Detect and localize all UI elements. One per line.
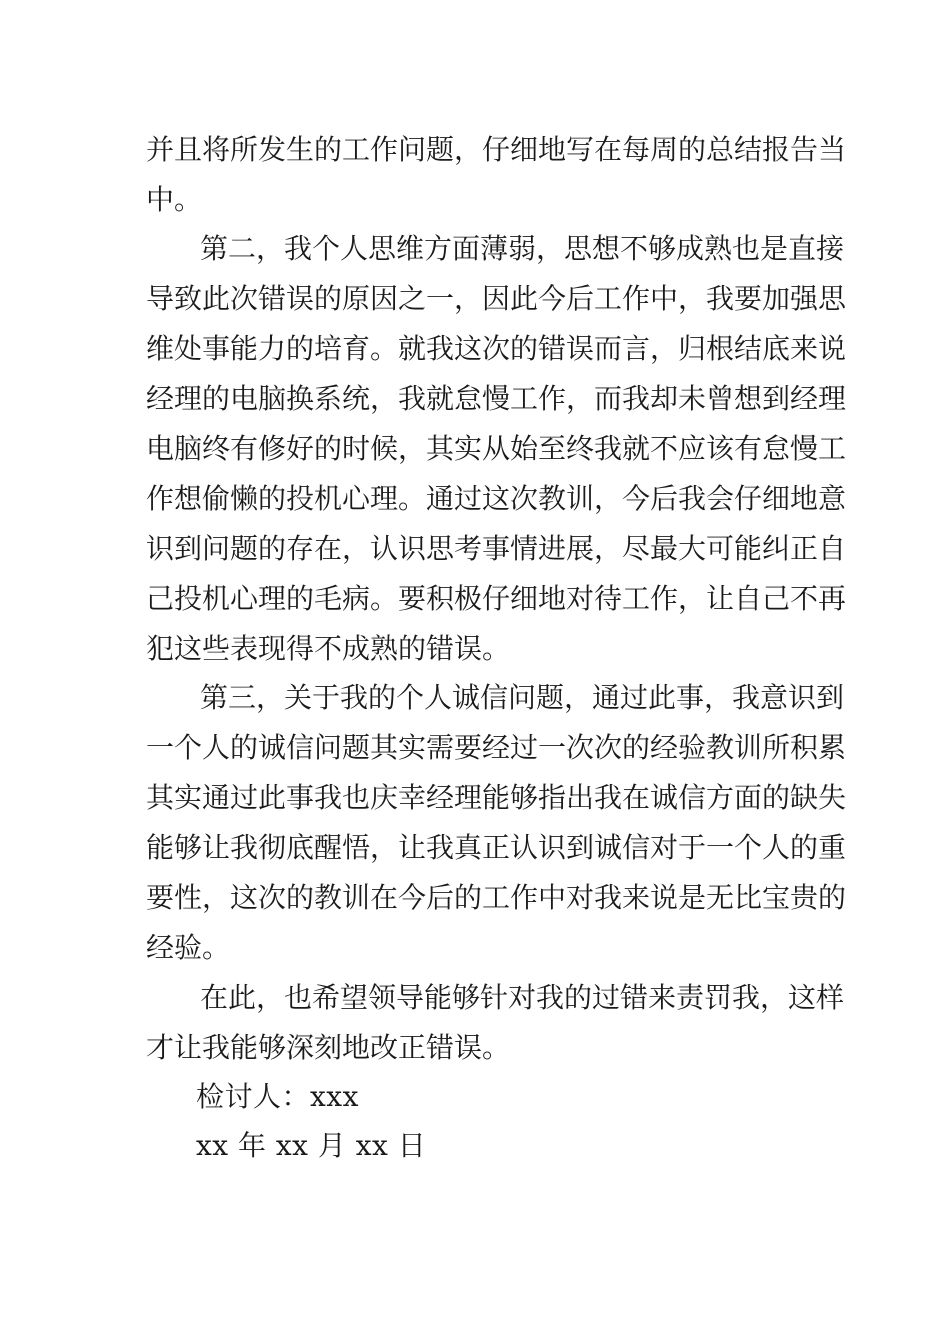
paragraph-line: 并且将所发生的工作问题，仔细地写在每周的总结报告当 <box>146 133 847 166</box>
paragraph-line: 中。 <box>146 183 203 216</box>
paragraph-line: 电脑终有修好的时候，其实从始至终我就不应该有怠慢工 <box>146 432 847 465</box>
paragraph-line: 第三，关于我的个人诚信问题，通过此事，我意识到 <box>200 681 845 714</box>
paragraph-line: 经理的电脑换系统，我就怠慢工作，而我却未曾想到经理 <box>146 382 847 415</box>
paragraph-line: 维处事能力的培育。就我这次的错误而言，归根结底来说 <box>146 332 847 365</box>
paragraph-line: 要性，这次的教训在今后的工作中对我来说是无比宝贵的 <box>146 881 847 914</box>
paragraph-line: 才让我能够深刻地改正错误。 <box>146 1031 511 1064</box>
paragraph-line: 犯这些表现得不成熟的错误。 <box>146 632 511 665</box>
paragraph-line: 在此，也希望领导能够针对我的过错来责罚我，这样 <box>200 981 845 1014</box>
paragraph-line: 其实通过此事我也庆幸经理能够指出我在诚信方面的缺失 <box>146 781 847 814</box>
paragraph-line: 第二，我个人思维方面薄弱，思想不够成熟也是直接 <box>200 232 845 265</box>
paragraph-line: 己投机心理的毛病。要积极仔细地对待工作，让自己不再 <box>146 582 847 615</box>
paragraph-line: 经验。 <box>146 931 231 964</box>
paragraph-line: 一个人的诚信问题其实需要经过一次次的经验教训所积累 <box>146 731 847 764</box>
paragraph-line: 导致此次错误的原因之一，因此今后工作中，我要加强思 <box>146 282 847 315</box>
paragraph-line: 能够让我彻底醒悟，让我真正认识到诚信对于一个人的重 <box>146 831 847 864</box>
reviewer-signature: 检讨人：xxx <box>196 1080 359 1113</box>
paragraph-line: 识到问题的存在，认识思考事情进展，尽最大可能纠正自 <box>146 532 847 565</box>
paragraph-line: 作想偷懒的投机心理。通过这次教训，今后我会仔细地意 <box>146 482 847 515</box>
signature-date: xx 年 xx 月 xx 日 <box>196 1129 427 1162</box>
